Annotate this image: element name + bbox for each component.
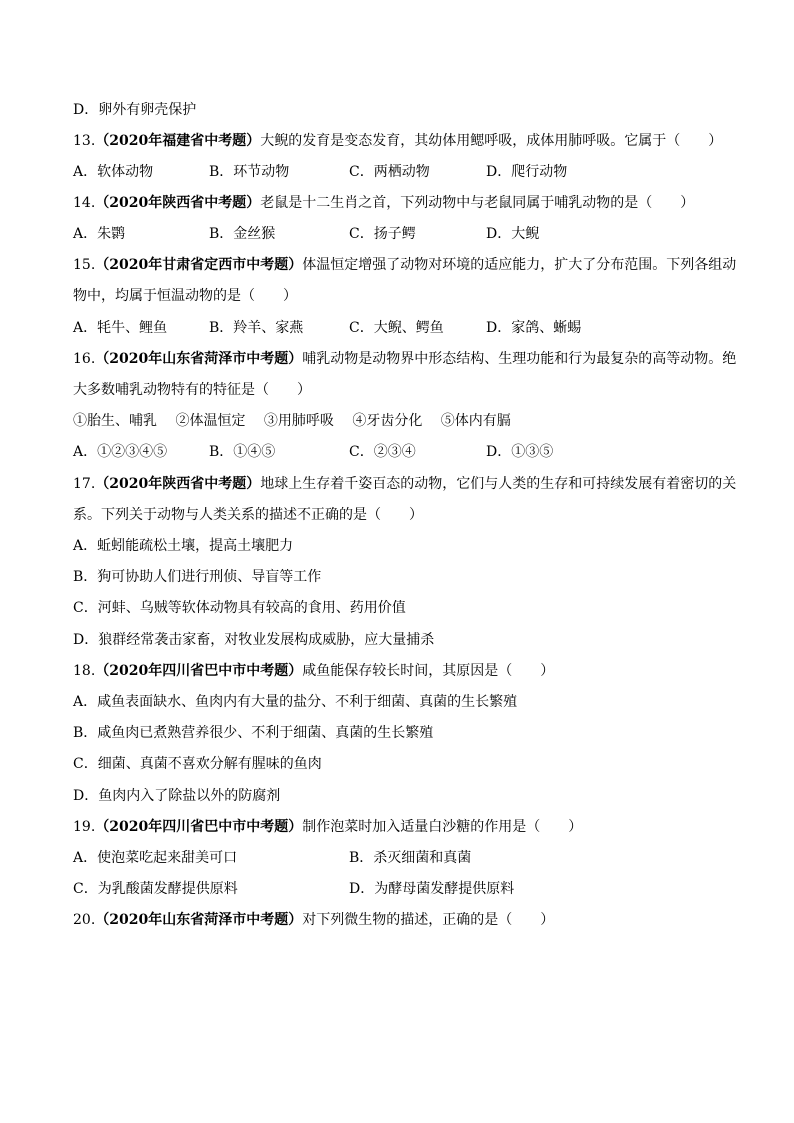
option-c: C．大鲵、鳄鱼 — [349, 320, 444, 336]
question-source: （2020年陕西省中考题） — [95, 195, 261, 211]
option-c: C．扬子鳄 — [349, 226, 416, 242]
option-d: D．①③⑤ — [486, 444, 554, 460]
question-15-options — [73, 317, 728, 339]
option-a: A．朱鹮 — [73, 226, 126, 242]
question-text: 对下列微生物的描述，正确的是（ ） — [302, 912, 555, 928]
question-16-features: ①胎生、哺乳 ②体温恒定 ③用肺呼吸 ④牙齿分化 ⑤体内有膈 — [73, 413, 511, 429]
question-number: 14. — [73, 195, 96, 211]
option-b: B．①④⑤ — [209, 444, 276, 460]
option-d: D．爬行动物 — [486, 164, 568, 180]
question-source: （2020年山东省菏泽市中考题） — [95, 912, 303, 928]
question-19-stem — [73, 816, 728, 838]
question-17-stem — [73, 473, 737, 495]
question-16-stem-cont: 大多数哺乳动物特有的特征是（ ） — [73, 382, 311, 398]
option-b: B．环节动物 — [209, 164, 290, 180]
question-text: 大鲵的发育是变态发育，其幼体用鳃呼吸，成体用肺呼吸。它属于（ ） — [260, 133, 723, 149]
option-b: B．金丝猴 — [209, 226, 276, 242]
option-d: D．大鲵 — [486, 226, 540, 242]
question-number: 16. — [73, 351, 96, 367]
question-number: 17. — [73, 476, 96, 492]
question-text: 老鼠是十二生肖之首，下列动物中与老鼠同属于哺乳动物的是（ ） — [260, 195, 695, 211]
question-number: 15. — [73, 257, 96, 273]
option-c: C．河蚌、乌贼等软体动物具有较高的食用、药用价值 — [73, 600, 406, 616]
question-18-stem — [73, 660, 728, 682]
option-c: C．两栖动物 — [349, 164, 430, 180]
option-c: C．②③④ — [349, 444, 416, 460]
question-15-stem — [73, 254, 737, 276]
question-source: （2020年福建省中考题） — [95, 133, 261, 149]
question-19-options-row1 — [73, 847, 728, 869]
question-number: 13. — [73, 133, 96, 149]
option-a: A．蚯蚓能疏松土壤，提高土壤肥力 — [73, 538, 294, 554]
option-d: D．家鸽、蜥蜴 — [486, 320, 582, 336]
question-16-stem — [73, 348, 737, 370]
option-b: B．咸鱼肉已煮熟营养很少、不利于细菌、真菌的生长繁殖 — [73, 725, 434, 741]
question-16-options — [73, 441, 728, 463]
q12-option-d: D．卵外有卵壳保护 — [73, 102, 197, 118]
option-c: C．为乳酸菌发酵提供原料 — [73, 881, 238, 897]
option-b: B．杀灭细菌和真菌 — [349, 850, 472, 866]
question-source: （2020年陕西省中考题） — [95, 476, 261, 492]
question-13-options — [73, 161, 728, 183]
question-15-stem-cont: 物中，均属于恒温动物的是（ ） — [73, 288, 297, 304]
question-number: 19. — [73, 819, 96, 835]
option-b: B．羚羊、家燕 — [209, 320, 304, 336]
question-number: 20. — [73, 912, 96, 928]
question-source: （2020年山东省菏泽市中考题） — [95, 351, 303, 367]
question-19-options-row2 — [73, 878, 728, 900]
question-text: 地球上生存着千姿百态的动物，它们与人类的生存和可持续发展有着密切的关 — [260, 476, 737, 492]
option-a: A．软体动物 — [73, 164, 154, 180]
question-14-options — [73, 223, 728, 245]
question-text: 咸鱼能保存较长时间，其原因是（ ） — [302, 663, 555, 679]
question-17-stem-cont: 系。下列关于动物与人类关系的描述不正确的是（ ） — [73, 507, 423, 523]
option-b: B．狗可协助人们进行刑侦、导盲等工作 — [73, 569, 322, 585]
question-14-stem — [73, 192, 728, 214]
question-text: 制作泡菜时加入适量白沙糖的作用是（ ） — [302, 819, 583, 835]
option-c: C．细菌、真菌不喜欢分解有腥味的鱼肉 — [73, 756, 322, 772]
option-a: A．使泡菜吃起来甜美可口 — [73, 850, 238, 866]
question-number: 18. — [73, 663, 96, 679]
question-text: 哺乳动物是动物界中形态结构、生理功能和行为最复杂的高等动物。绝 — [302, 351, 737, 367]
question-source: （2020年四川省巴中市中考题） — [95, 663, 303, 679]
option-d: D．为酵母菌发酵提供原料 — [349, 881, 515, 897]
option-a: A．牦牛、鲤鱼 — [73, 320, 168, 336]
question-source: （2020年四川省巴中市中考题） — [95, 819, 303, 835]
option-d: D．狼群经常袭击家畜，对牧业发展构成威胁，应大量捕杀 — [73, 632, 435, 648]
option-a: A．①②③④⑤ — [73, 444, 168, 460]
question-source: （2020年甘肃省定西市中考题） — [95, 257, 303, 273]
question-text: 体温恒定增强了动物对环境的适应能力，扩大了分布范围。下列各组动 — [302, 257, 737, 273]
question-13-stem — [73, 130, 728, 152]
option-d: D．鱼肉内入了除盐以外的防腐剂 — [73, 788, 281, 804]
question-20-stem — [73, 909, 728, 931]
option-a: A．咸鱼表面缺水、鱼肉内有大量的盐分、不利于细菌、真菌的生长繁殖 — [73, 694, 518, 710]
